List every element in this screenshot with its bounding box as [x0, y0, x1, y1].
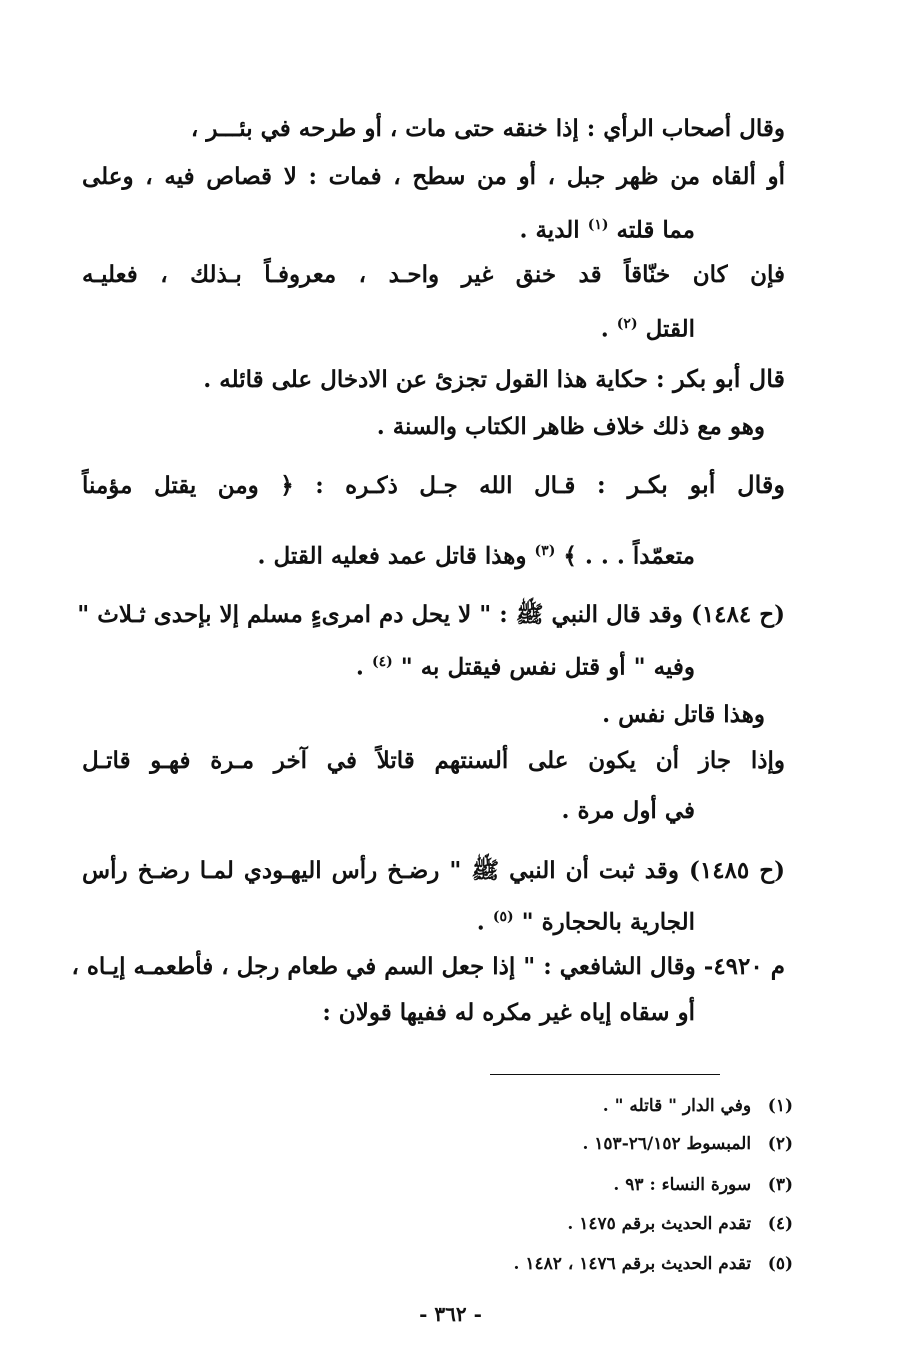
text-span: الدية . [519, 216, 580, 244]
footnote-number: (١) [767, 1096, 793, 1116]
footnote-ref: (١) [587, 217, 609, 233]
text-line [71, 952, 785, 982]
text-span: أو ألقاه من ظهر جبل ، أو من سطح ، فمات : لا قصاص فيه ، وعلى [82, 163, 785, 190]
text-span: وقال الشافعي : " إذا جعل السم في طعام رجل ، فأطعمـه إيـاه ، [71, 953, 696, 980]
text-span: وهو مع ذلك خلاف ظاهر الكتاب والسنة . [376, 413, 765, 440]
footnote [603, 1094, 793, 1118]
text-line [203, 364, 785, 395]
text-line [601, 309, 695, 345]
text-span: فإن كان خنّاقاً قد خنق غير واحـد ، معروفـاً بـذلك ، فعليـه [82, 261, 785, 288]
footnote-ref: (٢) [616, 316, 638, 332]
text-line [562, 796, 695, 826]
text-span: وهذا قاتل نفس . [602, 701, 765, 728]
text-line [602, 700, 765, 730]
masala-number: م ٤٩٢٠- [703, 953, 785, 980]
footnote-text: تقدم الحديث برقم ١٤٧٦ ، ١٤٨٢ . [513, 1254, 752, 1274]
text-line [82, 260, 785, 290]
text-span: . [476, 908, 485, 936]
footnote-ref: (٥) [492, 909, 514, 925]
text-span: وقد قال النبي ﷺ : " لا يحل دم امرىءٍ مسلم إلا بإحدى ثـلاث " [77, 601, 683, 628]
page-number: - ٣٦٢ - [419, 1302, 482, 1326]
text-line [477, 902, 695, 938]
text-line [82, 162, 785, 192]
text-line [82, 856, 785, 886]
text-span: في أول مرة . [561, 797, 695, 824]
text-line [377, 412, 765, 442]
text-line [82, 470, 785, 501]
footnote-separator [490, 1074, 720, 1075]
text-line [356, 647, 695, 683]
text-line [77, 600, 785, 630]
text-span: حكاية هذا القول تجزئ عن الادخال على قائله . [203, 366, 648, 393]
text-line [519, 210, 695, 246]
text-span: أو سقاه إياه غير مكره له ففيها قولان : [322, 999, 695, 1026]
text-span: القتل [645, 315, 695, 343]
footnote-ref: (٤) [371, 654, 393, 670]
hadith-number: (ح ١٤٨٤) [690, 601, 785, 628]
text-span: وقد ثبت أن النبي ﷺ " رضـخ رأس اليهـودي لمـا رضـخ رأس [82, 857, 679, 884]
footnote-ref: (٣) [534, 543, 556, 559]
text-line [191, 114, 785, 144]
text-span: الجارية بالحجارة " [521, 908, 695, 936]
text-span: وهذا قاتل عمد فعليه القتل . [257, 542, 527, 570]
text-span: قـال الله جـل ذكـره : [315, 472, 576, 499]
author-label: وقال أبو بكـر : [596, 470, 785, 499]
footnote [567, 1212, 793, 1236]
footnote-text: المبسوط ٢٦/١٥٢-١٥٣ . [582, 1134, 752, 1154]
footnote-text: سورة النساء : ٩٣ . [613, 1175, 752, 1195]
hadith-number: (ح ١٤٨٥) [688, 857, 785, 884]
quran-quote: متعمّداً . . . ﴾ [563, 542, 695, 570]
text-span: وإذا جاز أن يكون على ألسنتهم قاتلاً في آخر مـرة فهـو قاتـل [82, 747, 785, 774]
footnote-number: (٤) [767, 1214, 793, 1234]
footnote-text: تقدم الحديث برقم ١٤٧٥ . [567, 1214, 752, 1234]
text-line [82, 746, 785, 776]
footnote-number: (٣) [767, 1175, 793, 1195]
text-span: وقال أصحاب الرأي : إذا خنقه حتى مات ، أو طرحه في بئـــر ، [190, 115, 785, 142]
footnote [582, 1132, 793, 1156]
footnote-text: وفي الدار " قاتله " . [602, 1096, 752, 1116]
footnote-number: (٥) [767, 1254, 793, 1274]
text-span: . [355, 653, 364, 681]
text-line [322, 998, 695, 1028]
author-label: قال أبو بكر : [655, 364, 785, 393]
text-span: مما قلته [616, 216, 695, 244]
footnote-number: (٢) [767, 1134, 793, 1154]
footnote [514, 1252, 793, 1276]
quran-quote: ﴿ ومن يقتل مؤمناً [82, 472, 294, 499]
text-span: وفيه " أو قتل نفس فيقتل به " [400, 653, 695, 681]
text-span: . [600, 315, 609, 343]
text-line [258, 536, 696, 572]
footnote [613, 1173, 793, 1197]
